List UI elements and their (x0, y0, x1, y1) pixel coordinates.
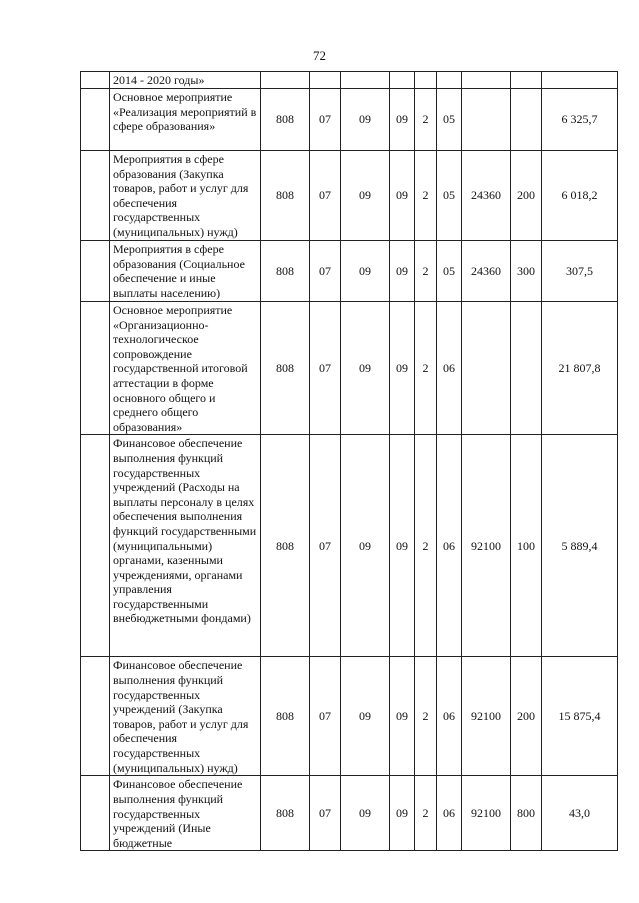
row-index-cell (81, 657, 110, 776)
row-name-cell: 2014 - 2020 годы» (110, 72, 261, 89)
section-code-cell: 07 (310, 241, 341, 302)
row-name-cell: Финансовое обеспечение выполнения функций государственных учреждений (Закупка товаров, работ и услуг для обеспечения государственных (муниципальных) нужд) (110, 657, 261, 776)
program-code-cell: 09 (390, 241, 415, 302)
subprogram-code-cell: 2 (415, 151, 437, 241)
expense-type-cell: 300 (511, 241, 542, 302)
program-code-cell: 09 (390, 302, 415, 435)
amount-cell: 5 889,4 (542, 435, 618, 657)
table-row (81, 89, 618, 151)
amount-cell: 6 325,7 (542, 89, 618, 151)
amount-cell: 43,0 (542, 776, 618, 851)
subprogram-code-cell: 2 (415, 435, 437, 657)
subprogram-code-cell: 2 (415, 241, 437, 302)
direction-code-cell: 24360 (462, 151, 511, 241)
subprogram-code-cell: 2 (415, 657, 437, 776)
row-name-cell: Финансовое обеспечение выполнения функций государственных учреждений (Расходы на выплаты персоналу в целях обеспечения выполнения функций государственными (муниципальными) органами, казенными учреждениями, органами управления государственными внебюджетными фондами) (110, 435, 261, 657)
program-code-cell: 09 (390, 151, 415, 241)
subsection-code-cell: 09 (341, 435, 390, 657)
ministry-code-cell: 808 (261, 776, 310, 851)
expense-type-cell: 200 (511, 151, 542, 241)
program-code-cell: 09 (390, 435, 415, 657)
subsection-code-cell: 09 (341, 302, 390, 435)
table-row (81, 776, 618, 851)
program-code-cell (390, 72, 415, 89)
table-row (81, 657, 618, 776)
subprogram-code-cell: 2 (415, 89, 437, 151)
row-index-cell (81, 72, 110, 89)
subprogram-code-cell: 2 (415, 302, 437, 435)
section-code-cell: 07 (310, 435, 341, 657)
direction-code-cell: 92100 (462, 435, 511, 657)
table-row (81, 151, 618, 241)
expense-type-cell: 800 (511, 776, 542, 851)
ministry-code-cell: 808 (261, 657, 310, 776)
section-code-cell: 07 (310, 776, 341, 851)
ministry-code-cell: 808 (261, 241, 310, 302)
event-code-cell: 06 (437, 776, 462, 851)
subsection-code-cell: 09 (341, 89, 390, 151)
direction-code-cell (462, 89, 511, 151)
direction-code-cell: 92100 (462, 657, 511, 776)
program-code-cell: 09 (390, 776, 415, 851)
ministry-code-cell (261, 72, 310, 89)
row-index-cell (81, 241, 110, 302)
row-name-cell: Мероприятия в сфере образования (Социальное обеспечение и иные выплаты населению) (110, 241, 261, 302)
ministry-code-cell: 808 (261, 435, 310, 657)
direction-code-cell: 92100 (462, 776, 511, 851)
subsection-code-cell: 09 (341, 241, 390, 302)
direction-code-cell (462, 302, 511, 435)
table-row (81, 72, 618, 89)
direction-code-cell: 24360 (462, 241, 511, 302)
budget-table-body (81, 72, 618, 851)
table-row (81, 241, 618, 302)
page-number: 72 (313, 48, 326, 63)
program-code-cell: 09 (390, 657, 415, 776)
event-code-cell: 06 (437, 657, 462, 776)
amount-cell: 6 018,2 (542, 151, 618, 241)
row-name-cell: Основное мероприятие «Организационно-технологическое сопровождение государственной итоговой аттестации в форме основного общего и среднего общего образования» (110, 302, 261, 435)
table-row (81, 435, 618, 657)
amount-cell: 21 807,8 (542, 302, 618, 435)
expense-type-cell (511, 302, 542, 435)
event-code-cell: 05 (437, 89, 462, 151)
subsection-code-cell: 09 (341, 657, 390, 776)
subprogram-code-cell (415, 72, 437, 89)
ministry-code-cell: 808 (261, 302, 310, 435)
ministry-code-cell: 808 (261, 151, 310, 241)
amount-cell: 307,5 (542, 241, 618, 302)
subsection-code-cell (341, 72, 390, 89)
row-name-cell: Финансовое обеспечение выполнения функций государственных учреждений (Иные бюджетные (110, 776, 261, 851)
subprogram-code-cell: 2 (415, 776, 437, 851)
expense-type-cell: 200 (511, 657, 542, 776)
section-code-cell: 07 (310, 151, 341, 241)
budget-table (80, 71, 618, 851)
subsection-code-cell: 09 (341, 151, 390, 241)
ministry-code-cell: 808 (261, 89, 310, 151)
expense-type-cell (511, 72, 542, 89)
row-index-cell (81, 435, 110, 657)
section-code-cell: 07 (310, 302, 341, 435)
event-code-cell (437, 72, 462, 89)
event-code-cell: 05 (437, 151, 462, 241)
amount-cell: 15 875,4 (542, 657, 618, 776)
section-code-cell: 07 (310, 89, 341, 151)
program-code-cell: 09 (390, 89, 415, 151)
expense-type-cell: 100 (511, 435, 542, 657)
row-index-cell (81, 302, 110, 435)
row-index-cell (81, 89, 110, 151)
event-code-cell: 06 (437, 435, 462, 657)
section-code-cell (310, 72, 341, 89)
row-name-cell: Мероприятия в сфере образования (Закупка товаров, работ и услуг для обеспечения государственных (муниципальных) нужд) (110, 151, 261, 241)
table-row (81, 302, 618, 435)
direction-code-cell (462, 72, 511, 89)
subsection-code-cell: 09 (341, 776, 390, 851)
event-code-cell: 05 (437, 241, 462, 302)
row-name-cell: Основное мероприятие «Реализация мероприятий в сфере образования» (110, 89, 261, 151)
event-code-cell: 06 (437, 302, 462, 435)
row-index-cell (81, 151, 110, 241)
row-index-cell (81, 776, 110, 851)
amount-cell (542, 72, 618, 89)
section-code-cell: 07 (310, 657, 341, 776)
expense-type-cell (511, 89, 542, 151)
